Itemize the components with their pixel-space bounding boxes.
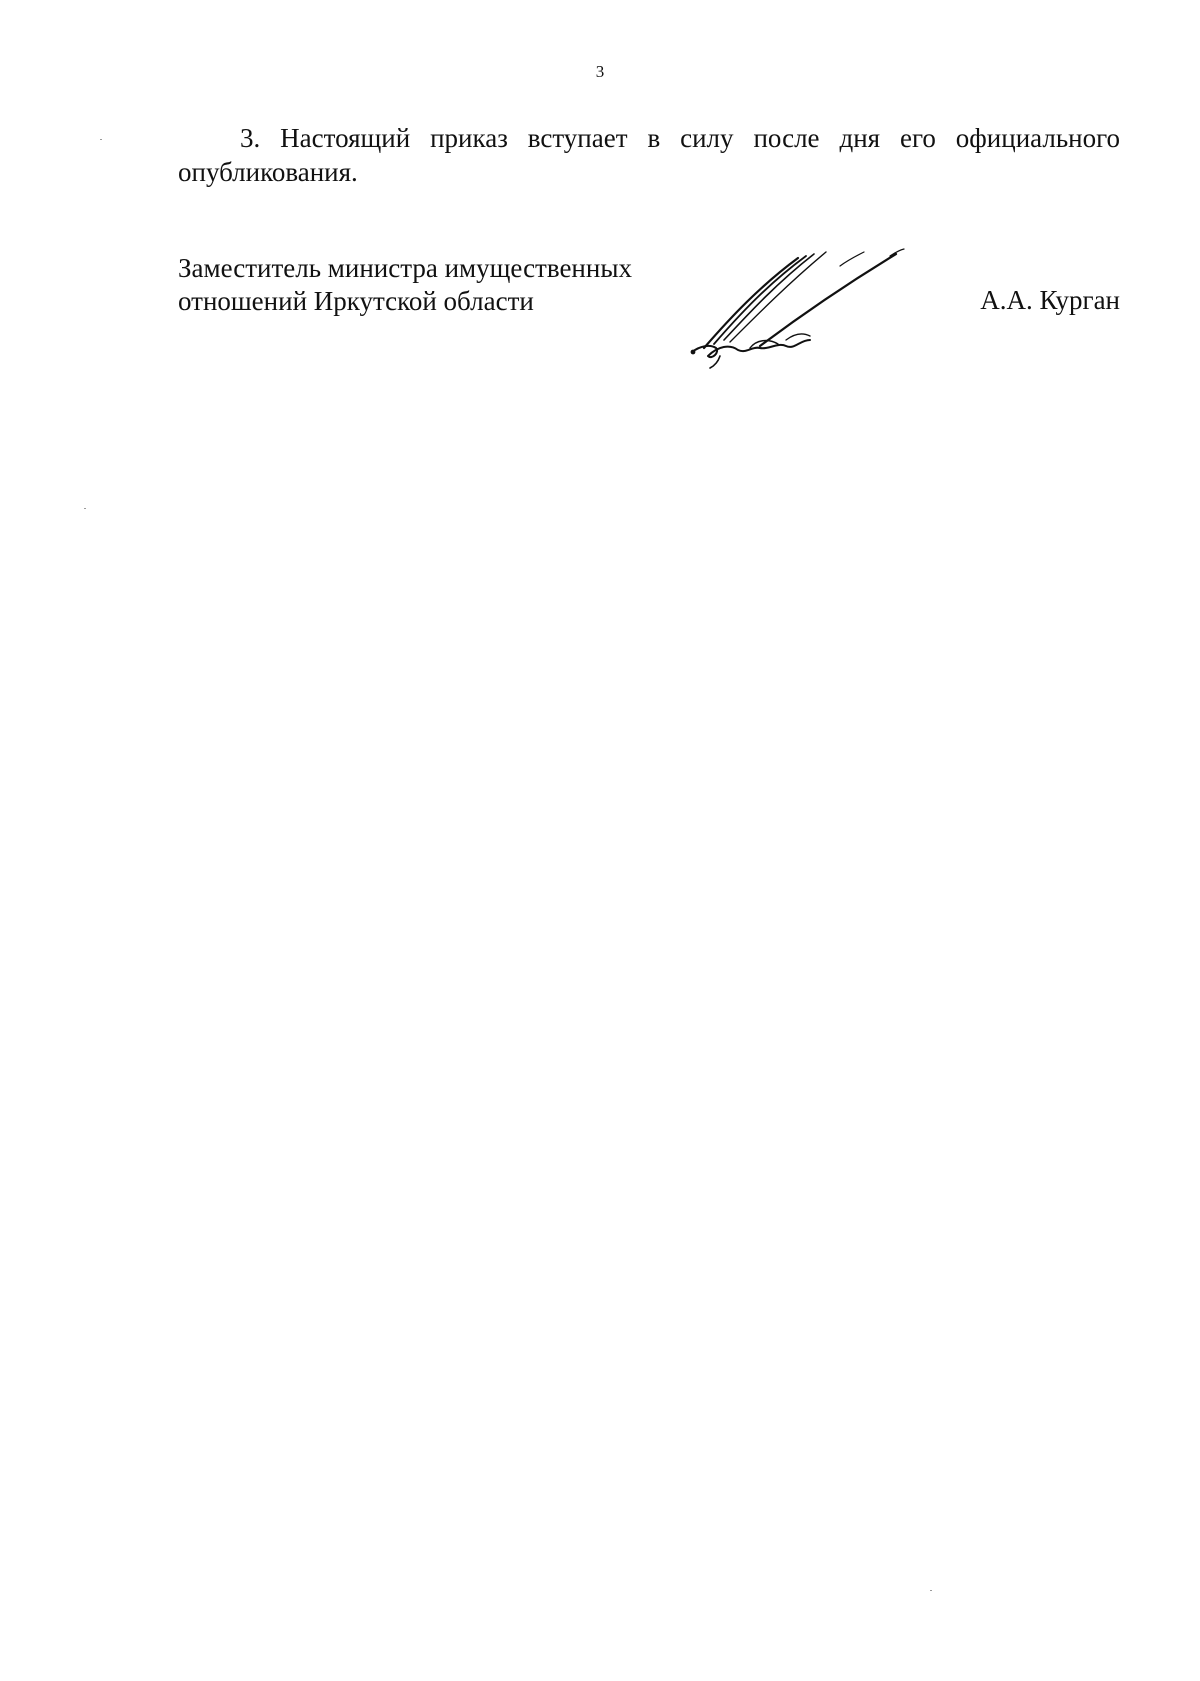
order-paragraph-3: 3. Настоящий приказ вступает в силу после дня его официального опубликования. <box>178 123 1120 187</box>
signer-name: А.А. Курган <box>980 285 1120 315</box>
scan-speck <box>930 1590 932 1591</box>
handwritten-signature <box>690 248 920 370</box>
page-number: 3 <box>595 62 605 81</box>
scan-speck <box>100 139 102 140</box>
signer-position-line-2: отношений Иркутской области <box>178 286 534 316</box>
scan-speck <box>84 508 86 509</box>
signer-position-line-1: Заместитель министра имущественных <box>178 253 632 283</box>
signer-position <box>178 252 632 318</box>
